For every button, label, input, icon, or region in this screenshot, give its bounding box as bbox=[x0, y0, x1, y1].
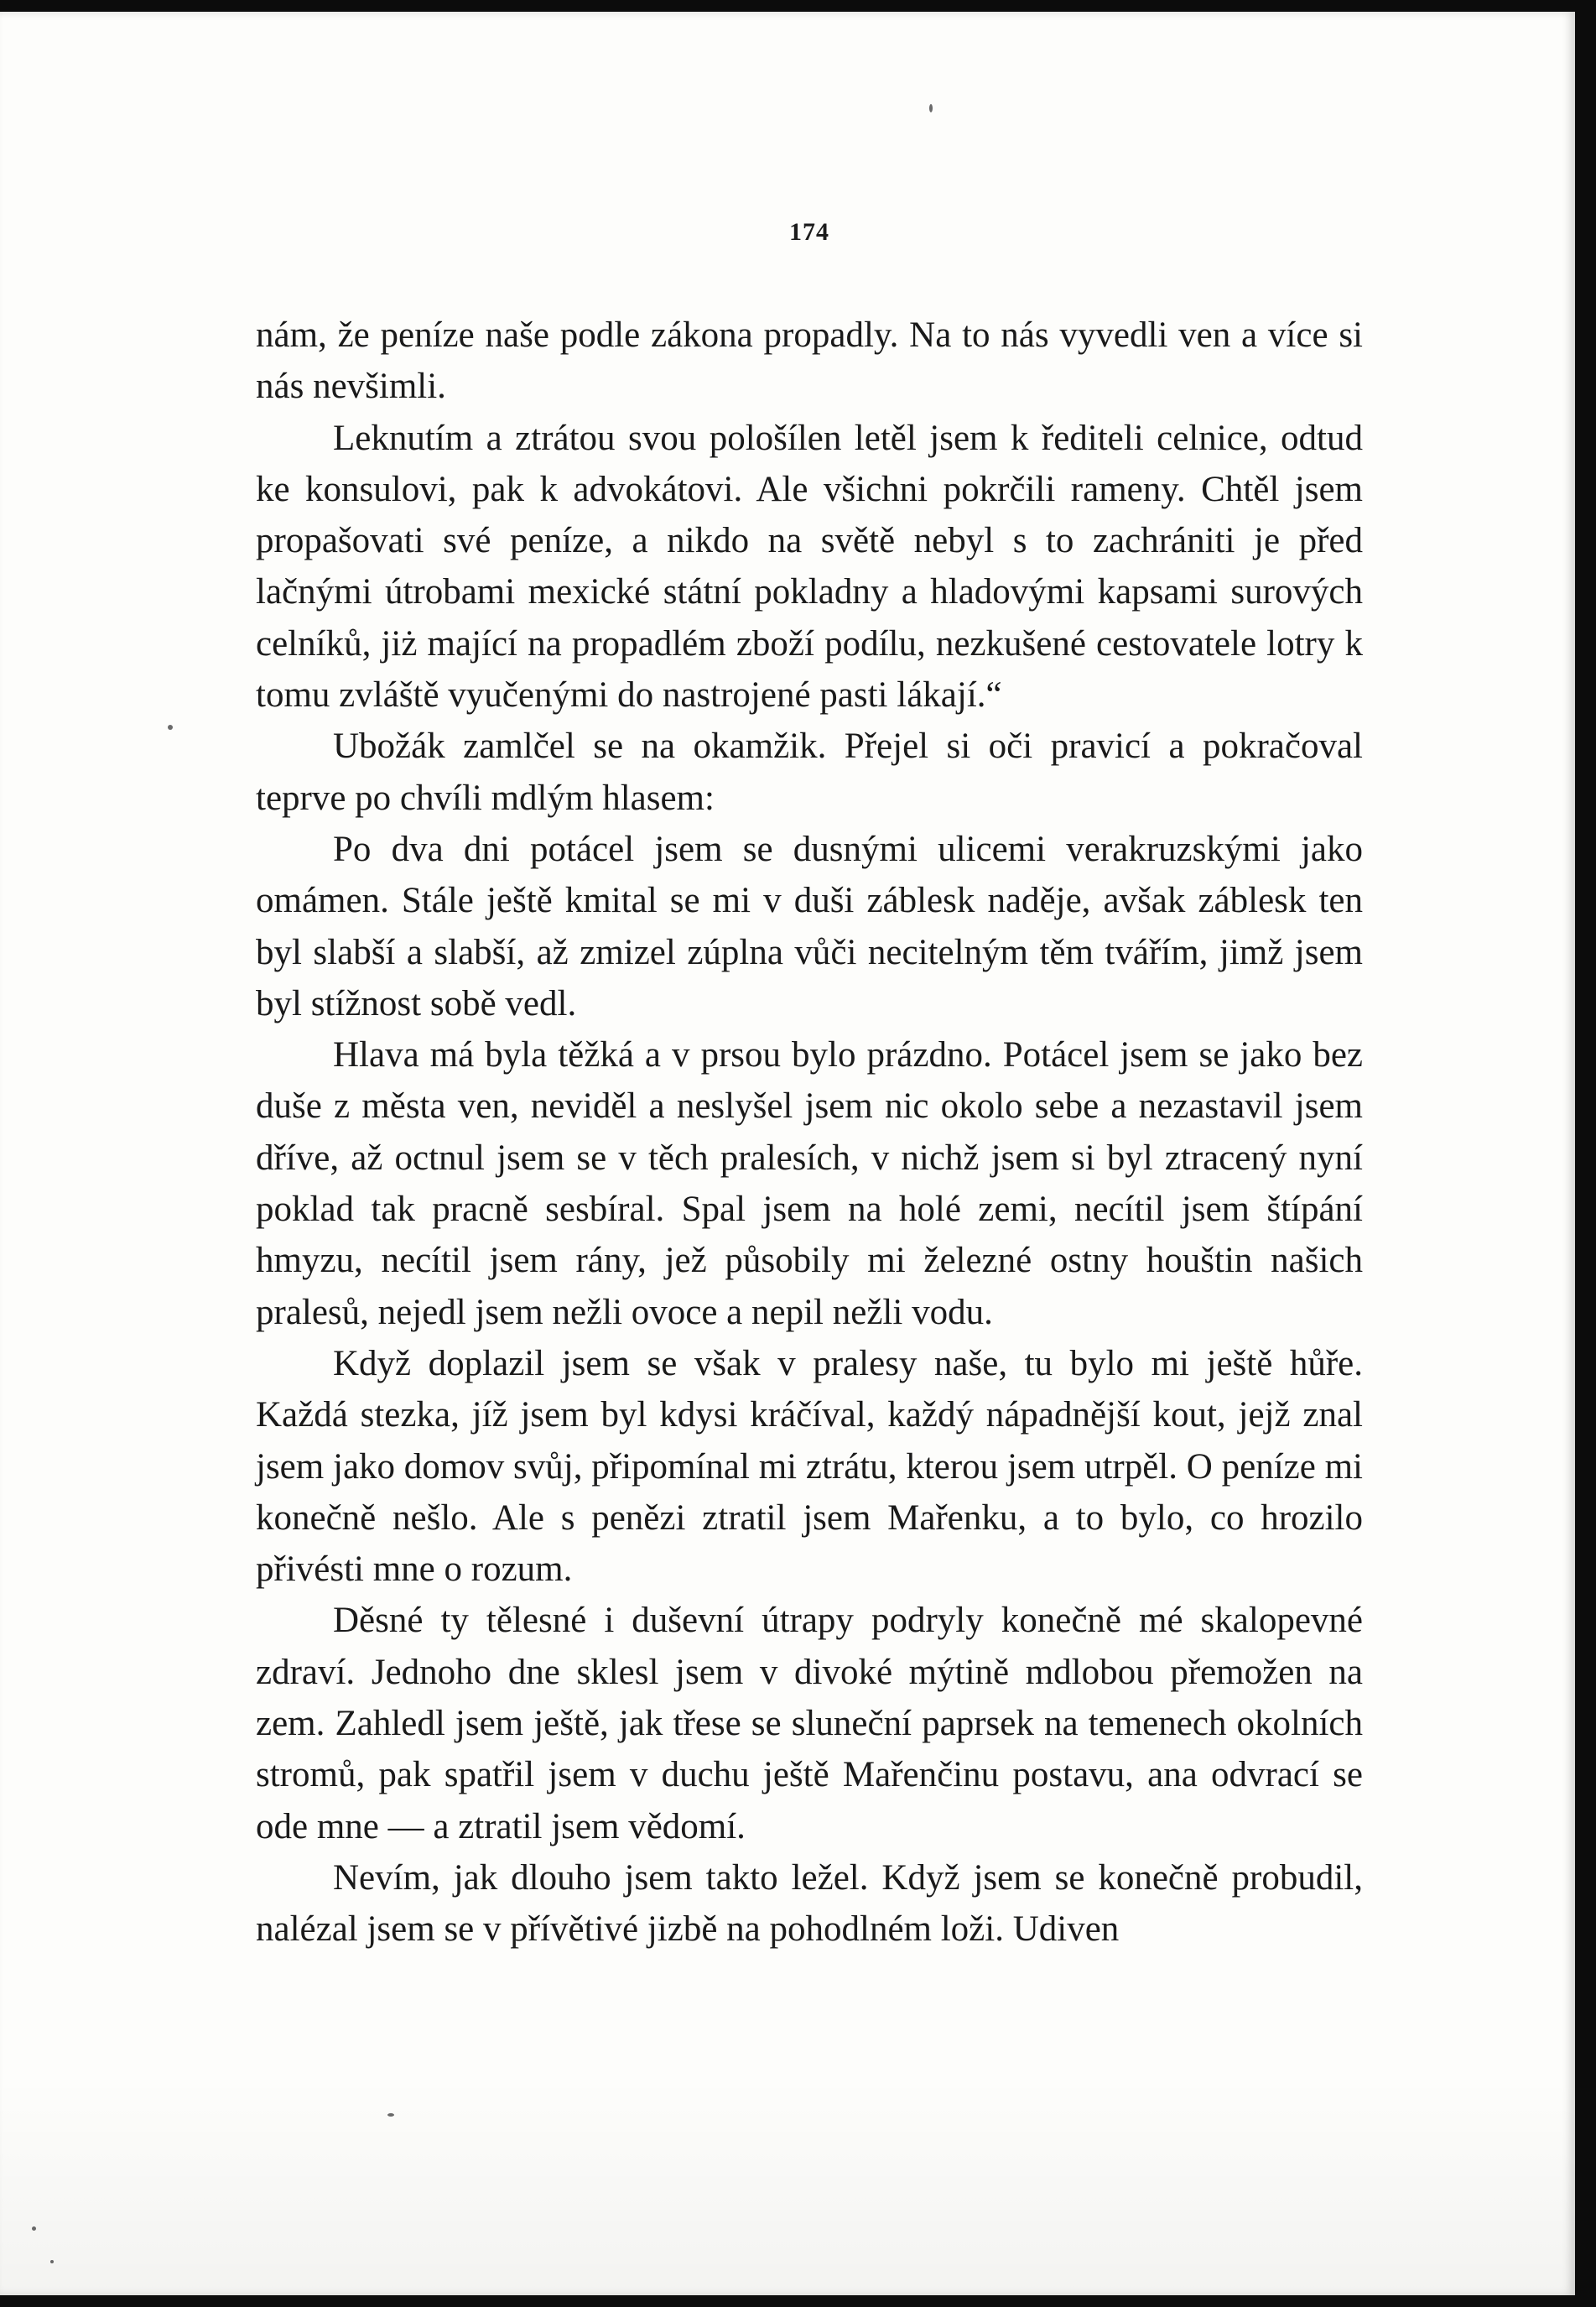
scan-speck bbox=[168, 725, 173, 730]
scan-speck bbox=[32, 2226, 36, 2231]
paragraph-4: Po dva dni potácel jsem se dusnými ulicemi verakruzskými jako omámen. Stále ještě kmital se mi v duši záblesk naděje, avšak záblesk ten byl slabší a slabší, až zmizel zúplna vůči necitelným těm tvářím, jimž jsem byl stížnost sobě vedl. bbox=[256, 829, 1363, 1023]
page-number: 174 bbox=[789, 218, 829, 246]
paragraph-3: Ubožák zamlčel se na okamžik. Přejel si oči pravicí a pokračoval teprve po chvíli mdlým hlasem: bbox=[256, 726, 1363, 818]
paragraph-6: Když doplazil jsem se však v pralesy naše, tu bylo mi ještě hůře. Každá stezka, jíž jsem byl kdysi kráčíval, každý nápadnější kout, jejž znal jsem jako domov svůj, připomínal mi ztrátu, kterou jsem utrpěl. O peníze mi konečně nešlo. Ale s penězi ztratil jsem Mařenku, a to bylo, co hrozilo přivésti mne o rozum. bbox=[256, 1343, 1363, 1590]
paragraph-7: Děsné ty tělesné i duševní útrapy podryly konečně mé skalopevné zdraví. Jednoho dne sklesl jsem v divoké mýtině mdlobou přemožen na zem. Zahledl jsem ještě, jak třese se sluneční paprsek na temenech okolních stromů, pak spatřil jsem v duchu ještě Mařenčinu postavu, ana odvrací se ode mne — a ztratil jsem vědomí. bbox=[256, 1601, 1363, 1846]
scan-speck bbox=[387, 2113, 394, 2117]
paragraph-8: Nevím, jak dlouho jsem takto ležel. Když jsem se konečně probudil, nalézal jsem se v přívětivé jizbě na pohodlném loži. Udiven bbox=[256, 1857, 1363, 1950]
scan-speck bbox=[929, 104, 933, 112]
paragraph-2: Leknutím a ztrátou svou pološílen letěl jsem k řediteli celnice, odtud ke konsulovi, pak k advokátovi. Ale všichni pokrčili rameny. Chtěl jsem propašovati své peníze, a nikdo na světě nebyl s to zachrániti je před lačnými útrobami mexické státní pokladny a hladovými kapsami surových celníků, jiż mající na propadlém zboží podílu, nezkušené cestovatele lotry k tomu zvláště vyučenými do nastrojené pasti lákají.“ bbox=[256, 418, 1363, 716]
paragraph-5: Hlava má byla těžká a v prsou bylo prázdno. Potácel jsem se jako bez duše z města ven, neviděl a neslyšel jsem nic okolo sebe a nezastavil jsem dříve, až octnul jsem se v těch pralesích, v nichž jsem si byl ztracený nyní poklad tak pracně sesbíral. Spal jsem na holé zemi, necítil jsem štípání hmyzu, necítil jsem rány, jež působily mi železné ostny houštin našich pralesů, nejedl jsem nežli ovoce a nepil nežli vodu. bbox=[256, 1035, 1363, 1332]
scan-speck bbox=[50, 2260, 54, 2263]
body-text bbox=[256, 310, 1363, 1955]
paragraph-1: nám, že peníze naše podle zákona propadly. Na to nás vyvedli ven a více si nás nevšimli. bbox=[256, 315, 1363, 407]
book-page bbox=[0, 12, 1575, 2295]
